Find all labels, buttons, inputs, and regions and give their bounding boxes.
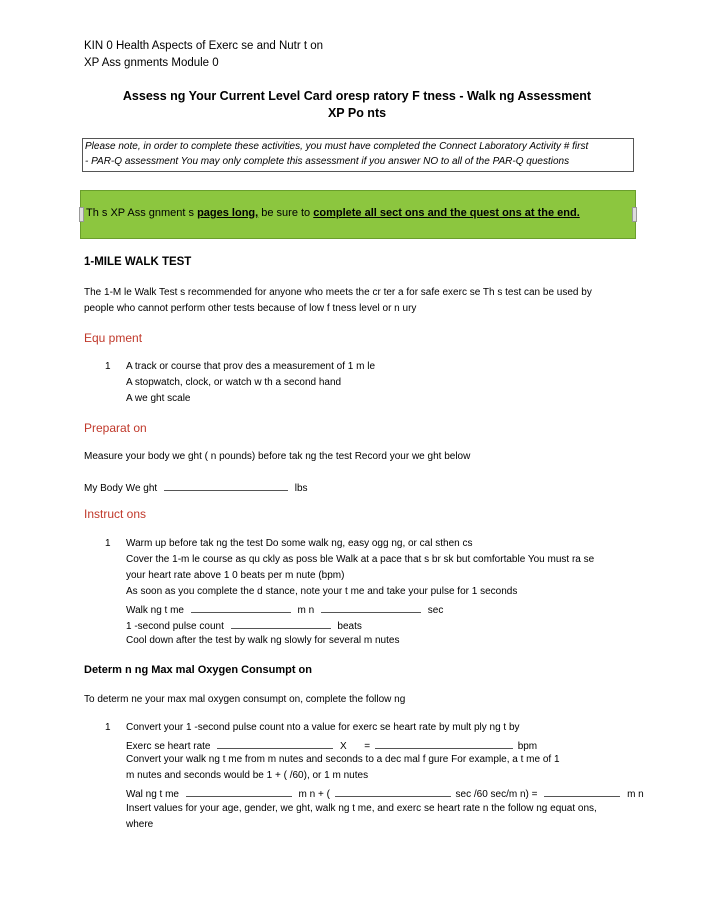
instruction-cover-course: Cover the 1-m le course as qu ckly as poss ble Walk at a pace that s br sk but comfortable You must ra se [126, 554, 595, 565]
walking-time-decimal-min-field[interactable] [186, 786, 292, 797]
oxygen-list-number: 1 [105, 722, 111, 733]
walk-test-heading: 1-MILE WALK TEST [84, 256, 192, 268]
body-weight-unit: lbs [294, 483, 308, 494]
bpm-unit: bpm [517, 741, 538, 752]
walking-time-decimal-min: m n + ( [298, 789, 330, 800]
walking-time-min-label: m n [297, 605, 315, 616]
oxygen-heading: Determ n ng Max mal Oxygen Consumpt on [84, 664, 312, 676]
walking-time-decimal-row [126, 786, 644, 800]
instruction-warmup: Warm up before tak ng the test Do some walk ng, easy ogg ng, or cal sthen cs [126, 538, 473, 549]
preparation-heading: Preparat on [84, 421, 147, 435]
preparation-text: Measure your body we ght ( n pounds) before tak ng the test Record your we ght below [84, 451, 471, 462]
walking-time-row [126, 602, 443, 616]
pulse-count-field[interactable] [231, 618, 331, 629]
equipment-list-number: 1 [105, 361, 111, 372]
course-header: KIN 0 Health Aspects of Exerc se and Nutr t on [84, 40, 324, 52]
equipment-heading: Equ pment [84, 331, 143, 345]
module-header: XP Ass gnments Module 0 [84, 57, 219, 69]
equipment-item-2: A stopwatch, clock, or watch w th a second hand [126, 377, 342, 388]
walking-time-sec-label: sec [427, 605, 444, 616]
banner-middle: be sure to [258, 207, 314, 219]
instruction-heart-rate: your heart rate above 1 0 beats per m nute (bpm) [126, 570, 345, 581]
oxygen-insert-values: Insert values for your age, gender, we ght, walk ng t me, and exerc se heart rate n the follow ng equat ons, [126, 803, 597, 814]
page-title: Assess ng Your Current Level Card oresp ratory F tness - Walk ng Assessment [122, 89, 592, 103]
exercise-hr-label: Exerc se heart rate [126, 741, 211, 752]
note-line-2: - PAR-Q assessment You may only complete this assessment if you answer NO to all of the PAR-Q questions [85, 156, 570, 167]
walking-time-decimal-result-field[interactable] [544, 786, 620, 797]
exercise-hr-result-field[interactable] [375, 738, 513, 749]
body-weight-label: My Body We ght [84, 483, 158, 494]
walking-time-decimal-unit: m n [627, 789, 644, 800]
walking-time-decimal-sec-field[interactable] [335, 786, 451, 797]
exercise-hr-field[interactable] [217, 738, 333, 749]
oxygen-intro: To determ ne your max mal oxygen consumpt on, complete the follow ng [84, 694, 406, 705]
multiply-sign: X [340, 741, 347, 752]
equipment-item-3: A we ght scale [126, 393, 191, 404]
banner-right-handle [632, 207, 637, 222]
pulse-count-label: 1 -second pulse count [126, 621, 224, 632]
instruction-cool-down: Cool down after the test by walk ng slowly for several m nutes [126, 635, 400, 646]
pulse-count-unit: beats [337, 621, 362, 632]
walk-para-line-2: people who cannot perform other tests because of low f tness level or n ury [84, 303, 417, 314]
oxygen-where: where [126, 819, 154, 830]
walking-time-decimal-sec: sec /60 sec/m n) = [455, 789, 538, 800]
instructions-list-number: 1 [105, 538, 111, 549]
body-weight-row [84, 480, 308, 494]
page-subtitle: XP Po nts [327, 106, 387, 120]
oxygen-convert-pulse: Convert your 1 -second pulse count nto a value for exerc se heart rate by mult ply ng t by [126, 722, 520, 733]
equals-sign: = [364, 741, 371, 752]
banner-text [86, 207, 580, 219]
note-line-1: Please note, in order to complete these activities, you must have completed the Connect Laboratory Activity # first [85, 141, 589, 152]
banner-left-handle [79, 207, 84, 222]
oxygen-time-example: m nutes and seconds would be 1 + ( /60), or 1 m nutes [126, 770, 369, 781]
instructions-heading: Instruct ons [84, 507, 147, 521]
banner-prefix: Th s XP Ass gnment s [86, 207, 198, 219]
banner-complete: complete all sect ons and the quest ons at the end. [313, 207, 580, 219]
oxygen-convert-time: Convert your walk ng t me from m nutes and seconds to a dec mal f gure For example, a t me of 1 [126, 754, 560, 765]
equipment-item-1: A track or course that prov des a measurement of 1 m le [126, 361, 376, 372]
banner-pages: pages long, [197, 207, 259, 219]
walking-time-label: Walk ng t me [126, 605, 184, 616]
walk-para-line-1: The 1-M le Walk Test s recommended for anyone who meets the cr ter a for safe exerc se Th s test can be used by [84, 287, 592, 298]
body-weight-field[interactable] [164, 480, 288, 491]
pulse-count-row [126, 618, 362, 632]
instruction-note-time: As soon as you complete the d stance, note your t me and take your pulse for 1 seconds [126, 586, 518, 597]
exercise-hr-row [126, 738, 537, 752]
walking-time-decimal-label: Wal ng t me [126, 789, 179, 800]
walking-time-min-field[interactable] [191, 602, 291, 613]
walking-time-sec-field[interactable] [321, 602, 421, 613]
